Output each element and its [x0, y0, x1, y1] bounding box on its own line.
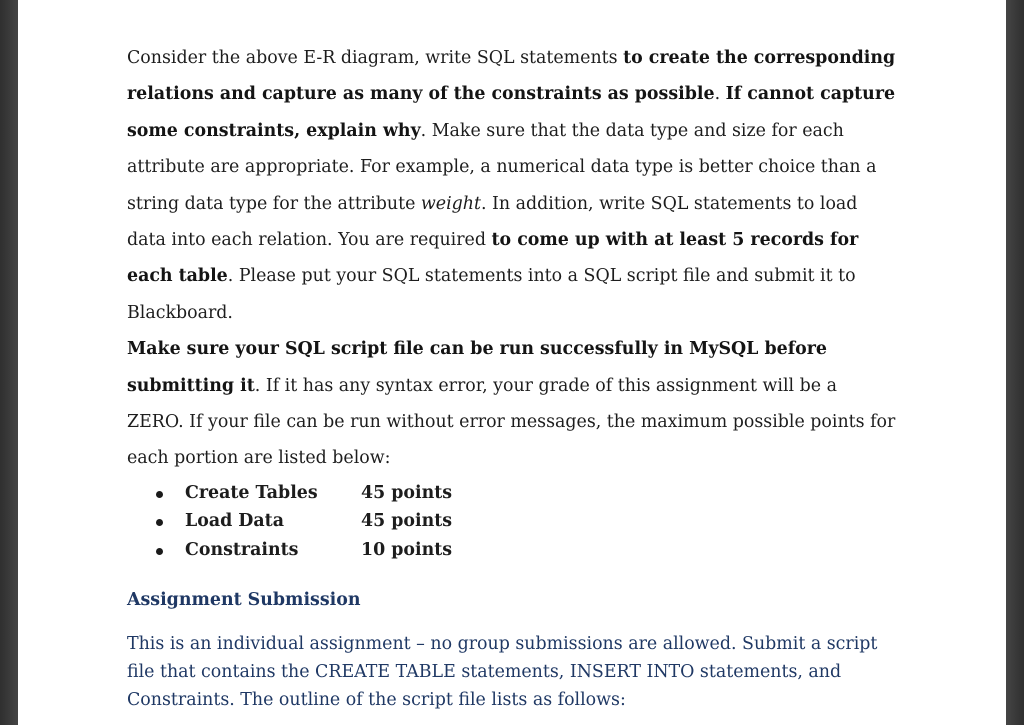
- grading-paragraph: [127, 331, 897, 477]
- document-page: [18, 0, 1006, 725]
- text-run: . In addition, write SQL statements to load data into each relation. You are required: [127, 193, 858, 251]
- points-list: [127, 479, 897, 565]
- bold-text-run: Make sure your SQL script file can be run successfully in MySQL before submitting it: [127, 339, 827, 396]
- submission-heading: Assignment Submission: [127, 590, 361, 610]
- bullet-icon: [156, 519, 163, 526]
- points-item-label: Create Tables: [185, 482, 318, 503]
- text-run: . If it has any syntax error, your grade of this assignment will be a ZERO. If your file can be run without error messages, the maximum possible points for each portion are listed below:: [127, 375, 896, 469]
- text-run: .: [714, 84, 726, 105]
- instructions-paragraph: [127, 40, 897, 331]
- submission-paragraph: This is an individual assignment – no group submissions are allowed. Submit a script file that contains the CREATE TABLE statements, INSERT INTO statements, and Constraints. The outline of the script file lists as follows:: [127, 634, 878, 710]
- bullet-icon: [156, 491, 163, 498]
- points-item-label: Load Data: [185, 511, 284, 532]
- bullet-icon: [156, 548, 163, 555]
- bold-text-run: to come up with at least 5 records for each table: [127, 230, 859, 287]
- text-run: . Make sure that the data type and size for each attribute are appropriate. For example, a numerical data type is better choice than a string data type for the attribute: [127, 120, 877, 214]
- points-item-value: 45 points: [361, 482, 453, 503]
- points-list-item: [127, 479, 897, 508]
- italic-text-run: weight: [420, 193, 481, 214]
- points-item-value: 10 points: [361, 539, 453, 560]
- bold-text-run: If cannot capture some constraints, explain why: [127, 84, 896, 141]
- points-item-label: Constraints: [185, 539, 299, 560]
- bold-text-run: to create the corresponding relations and capture as many of the constraints as possible: [127, 48, 896, 105]
- document-content: [127, 40, 897, 710]
- text-run: Consider the above E-R diagram, write SQL statements: [127, 48, 624, 68]
- points-item-value: 45 points: [361, 511, 453, 532]
- text-run: . Please put your SQL statements into a SQL script file and submit it to Blackboard.: [127, 266, 856, 323]
- points-list-item: [127, 536, 897, 565]
- points-list-item: [127, 507, 897, 536]
